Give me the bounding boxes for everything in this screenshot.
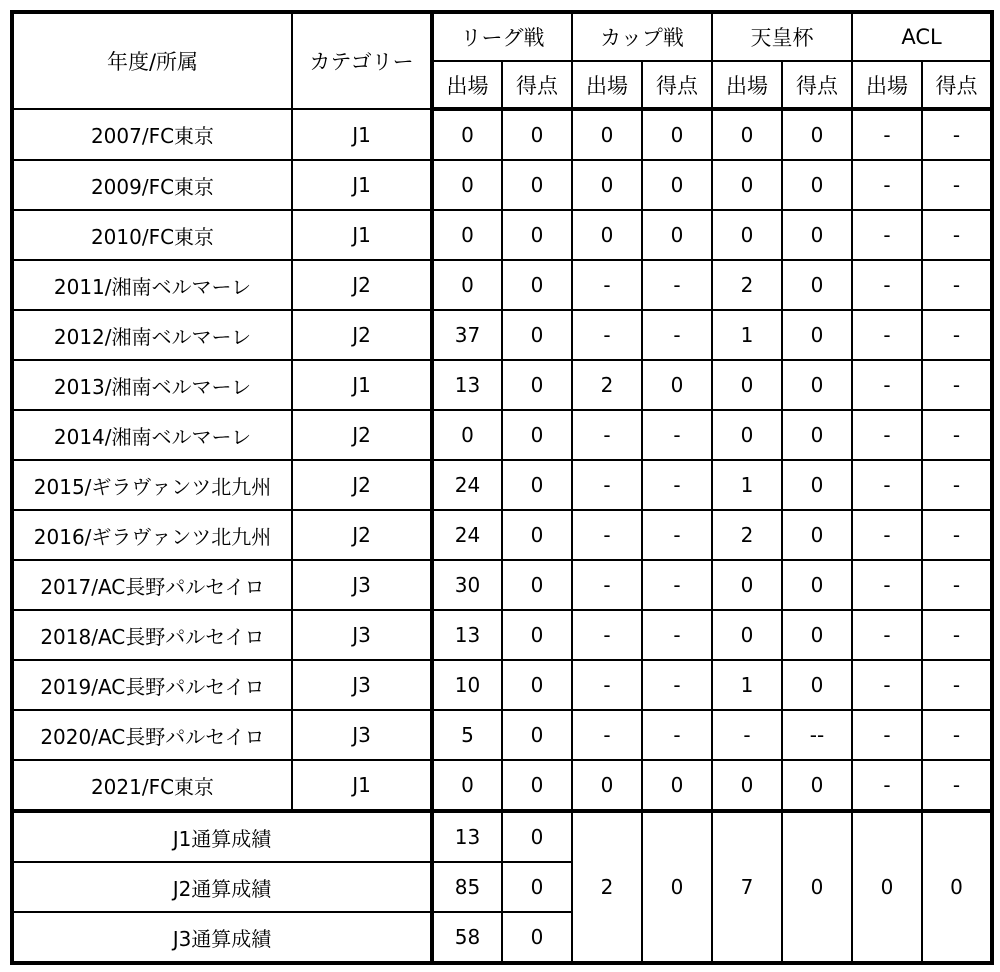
stat-cell: - bbox=[922, 560, 992, 610]
stat-cell: - bbox=[572, 660, 642, 710]
stat-cell: 24 bbox=[432, 510, 502, 560]
category-cell: J3 bbox=[292, 560, 432, 610]
stat-cell: - bbox=[852, 510, 922, 560]
stat-cell: 0 bbox=[502, 610, 572, 660]
stat-cell: - bbox=[922, 460, 992, 510]
stat-cell: - bbox=[922, 510, 992, 560]
category-cell: J2 bbox=[292, 460, 432, 510]
category-cell: J2 bbox=[292, 510, 432, 560]
stat-cell: 0 bbox=[782, 210, 852, 260]
stat-cell: 30 bbox=[432, 560, 502, 610]
stat-cell: - bbox=[922, 160, 992, 210]
stat-cell: 13 bbox=[432, 360, 502, 410]
stat-cell: - bbox=[642, 710, 712, 760]
stat-cell: - bbox=[642, 460, 712, 510]
stat-cell: 0 bbox=[712, 610, 782, 660]
stat-cell: - bbox=[572, 460, 642, 510]
table-row bbox=[12, 660, 992, 710]
stat-cell: 0 bbox=[712, 360, 782, 410]
year-club-cell: 2014/湘南ベルマーレ bbox=[12, 410, 292, 460]
stat-cell: 0 bbox=[502, 160, 572, 210]
stat-cell: 0 bbox=[572, 160, 642, 210]
category-cell: J3 bbox=[292, 710, 432, 760]
stat-cell: - bbox=[572, 510, 642, 560]
stat-cell: 37 bbox=[432, 310, 502, 360]
stat-cell: 0 bbox=[782, 410, 852, 460]
stat-cell: 0 bbox=[712, 160, 782, 210]
stat-cell: - bbox=[922, 710, 992, 760]
stat-cell: 0 bbox=[782, 760, 852, 811]
year-club-cell: 2015/ギラヴァンツ北九州 bbox=[12, 460, 292, 510]
summary-league-appearances-cell: 85 bbox=[432, 862, 502, 912]
table-row bbox=[12, 410, 992, 460]
stat-cell: 0 bbox=[782, 510, 852, 560]
cup-group-header: カップ戦 bbox=[572, 12, 712, 61]
table-row bbox=[12, 260, 992, 310]
category-cell: J1 bbox=[292, 210, 432, 260]
table-row bbox=[12, 560, 992, 610]
stat-cell: - bbox=[572, 560, 642, 610]
category-cell: J3 bbox=[292, 610, 432, 660]
emperors-cup-appearances-header: 出場 bbox=[712, 61, 782, 109]
stat-cell: 0 bbox=[432, 760, 502, 811]
table-row bbox=[12, 310, 992, 360]
year-club-cell: 2012/湘南ベルマーレ bbox=[12, 310, 292, 360]
stat-cell: - bbox=[852, 260, 922, 310]
stat-cell: 0 bbox=[502, 109, 572, 160]
cup-appearances-header: 出場 bbox=[572, 61, 642, 109]
league-appearances-header: 出場 bbox=[432, 61, 502, 109]
stat-cell: 0 bbox=[782, 560, 852, 610]
stat-cell: 0 bbox=[642, 210, 712, 260]
stat-cell: 0 bbox=[502, 410, 572, 460]
stat-cell: - bbox=[852, 660, 922, 710]
year-club-cell: 2018/AC長野パルセイロ bbox=[12, 610, 292, 660]
stat-cell: - bbox=[572, 260, 642, 310]
stat-cell: 1 bbox=[712, 310, 782, 360]
stat-cell: - bbox=[852, 760, 922, 811]
summary-merged-total-cell: 0 bbox=[852, 811, 922, 963]
stat-cell: 0 bbox=[712, 410, 782, 460]
league-goals-header: 得点 bbox=[502, 61, 572, 109]
year-club-cell: 2020/AC長野パルセイロ bbox=[12, 710, 292, 760]
category-cell: J2 bbox=[292, 410, 432, 460]
category-cell: J1 bbox=[292, 760, 432, 811]
summary-league-goals-cell: 0 bbox=[502, 811, 572, 862]
year-club-cell: 2021/FC東京 bbox=[12, 760, 292, 811]
year-club-cell: 2016/ギラヴァンツ北九州 bbox=[12, 510, 292, 560]
stat-cell: 0 bbox=[502, 260, 572, 310]
year-club-header: 年度/所属 bbox=[12, 12, 292, 109]
year-club-cell: 2019/AC長野パルセイロ bbox=[12, 660, 292, 710]
stat-cell: 0 bbox=[782, 610, 852, 660]
stat-cell: 0 bbox=[432, 210, 502, 260]
stat-cell: 0 bbox=[782, 360, 852, 410]
category-cell: J1 bbox=[292, 160, 432, 210]
career-stats-table bbox=[10, 10, 994, 965]
year-club-cell: 2009/FC東京 bbox=[12, 160, 292, 210]
summary-league-goals-cell: 0 bbox=[502, 912, 572, 963]
stat-cell: 1 bbox=[712, 460, 782, 510]
year-club-cell: 2017/AC長野パルセイロ bbox=[12, 560, 292, 610]
stat-cell: 0 bbox=[572, 109, 642, 160]
year-club-cell: 2007/FC東京 bbox=[12, 109, 292, 160]
summary-label-cell: J2通算成績 bbox=[12, 862, 432, 912]
emperors-cup-goals-header: 得点 bbox=[782, 61, 852, 109]
year-club-cell: 2013/湘南ベルマーレ bbox=[12, 360, 292, 410]
table-row bbox=[12, 109, 992, 160]
stat-cell: - bbox=[642, 410, 712, 460]
emperors-cup-group-header: 天皇杯 bbox=[712, 12, 852, 61]
stat-cell: - bbox=[922, 310, 992, 360]
stat-cell: - bbox=[572, 310, 642, 360]
stat-cell: 0 bbox=[432, 109, 502, 160]
stat-cell: 0 bbox=[502, 310, 572, 360]
summary-league-appearances-cell: 13 bbox=[432, 811, 502, 862]
stat-cell: 0 bbox=[642, 109, 712, 160]
summary-league-goals-cell: 0 bbox=[502, 862, 572, 912]
stat-cell: - bbox=[852, 410, 922, 460]
stat-cell: - bbox=[922, 660, 992, 710]
stat-cell: - bbox=[572, 710, 642, 760]
stat-cell: 0 bbox=[782, 460, 852, 510]
stat-cell: 0 bbox=[432, 260, 502, 310]
stat-cell: 0 bbox=[712, 210, 782, 260]
category-cell: J3 bbox=[292, 660, 432, 710]
stat-cell: - bbox=[852, 160, 922, 210]
table-row bbox=[12, 360, 992, 410]
stat-cell: 2 bbox=[572, 360, 642, 410]
stat-cell: 0 bbox=[782, 160, 852, 210]
category-cell: J2 bbox=[292, 310, 432, 360]
table-row bbox=[12, 760, 992, 811]
stat-cell: - bbox=[642, 560, 712, 610]
stat-cell: - bbox=[852, 560, 922, 610]
summary-row bbox=[12, 811, 992, 862]
stat-cell: 10 bbox=[432, 660, 502, 710]
stat-cell: 0 bbox=[502, 460, 572, 510]
stat-cell: 0 bbox=[502, 510, 572, 560]
stat-cell: 0 bbox=[782, 109, 852, 160]
table-header bbox=[12, 12, 992, 109]
table-row bbox=[12, 460, 992, 510]
table-row bbox=[12, 160, 992, 210]
stat-cell: 0 bbox=[642, 160, 712, 210]
stat-cell: - bbox=[642, 660, 712, 710]
stat-cell: 0 bbox=[782, 260, 852, 310]
stat-cell: - bbox=[922, 260, 992, 310]
stat-cell: - bbox=[922, 410, 992, 460]
category-header: カテゴリー bbox=[292, 12, 432, 109]
summary-label-cell: J3通算成績 bbox=[12, 912, 432, 963]
stat-cell: 0 bbox=[782, 310, 852, 360]
category-cell: J2 bbox=[292, 260, 432, 310]
stat-cell: 0 bbox=[502, 560, 572, 610]
stat-cell: - bbox=[852, 610, 922, 660]
stat-cell: 5 bbox=[432, 710, 502, 760]
stat-cell: 2 bbox=[712, 260, 782, 310]
acl-group-header: ACL bbox=[852, 12, 992, 61]
stat-cell: 2 bbox=[712, 510, 782, 560]
stat-cell: -- bbox=[782, 710, 852, 760]
stat-cell: - bbox=[922, 210, 992, 260]
category-cell: J1 bbox=[292, 109, 432, 160]
stat-cell: 1 bbox=[712, 660, 782, 710]
summary-label-cell: J1通算成績 bbox=[12, 811, 432, 862]
category-cell: J1 bbox=[292, 360, 432, 410]
stat-cell: 0 bbox=[432, 410, 502, 460]
stat-cell: 0 bbox=[782, 660, 852, 710]
stat-cell: 0 bbox=[572, 210, 642, 260]
stat-cell: 13 bbox=[432, 610, 502, 660]
stat-cell: 0 bbox=[432, 160, 502, 210]
stat-cell: 0 bbox=[642, 360, 712, 410]
stat-cell: - bbox=[852, 109, 922, 160]
stat-cell: - bbox=[922, 760, 992, 811]
stat-cell: - bbox=[922, 360, 992, 410]
summary-merged-total-cell: 2 bbox=[572, 811, 642, 963]
stat-cell: - bbox=[572, 410, 642, 460]
stat-cell: - bbox=[852, 460, 922, 510]
year-club-cell: 2010/FC東京 bbox=[12, 210, 292, 260]
stat-cell: 0 bbox=[502, 660, 572, 710]
table-row bbox=[12, 710, 992, 760]
acl-appearances-header: 出場 bbox=[852, 61, 922, 109]
cup-goals-header: 得点 bbox=[642, 61, 712, 109]
stat-cell: 0 bbox=[712, 560, 782, 610]
table-row bbox=[12, 510, 992, 560]
stat-cell: 0 bbox=[502, 710, 572, 760]
summary-merged-total-cell: 0 bbox=[922, 811, 992, 963]
stat-cell: 0 bbox=[712, 109, 782, 160]
stat-cell: - bbox=[572, 610, 642, 660]
summary-merged-total-cell: 0 bbox=[782, 811, 852, 963]
stat-cell: - bbox=[852, 710, 922, 760]
stat-cell: - bbox=[642, 310, 712, 360]
stat-cell: - bbox=[852, 210, 922, 260]
stat-cell: - bbox=[922, 109, 992, 160]
stat-cell: 0 bbox=[502, 210, 572, 260]
summary-merged-total-cell: 0 bbox=[642, 811, 712, 963]
table-row bbox=[12, 210, 992, 260]
stat-cell: 0 bbox=[712, 760, 782, 811]
acl-goals-header: 得点 bbox=[922, 61, 992, 109]
stat-cell: - bbox=[642, 510, 712, 560]
stat-cell: 24 bbox=[432, 460, 502, 510]
league-group-header: リーグ戦 bbox=[432, 12, 572, 61]
stat-cell: - bbox=[852, 310, 922, 360]
stat-cell: - bbox=[712, 710, 782, 760]
stat-cell: - bbox=[642, 260, 712, 310]
table-body bbox=[12, 109, 992, 963]
table-row bbox=[12, 610, 992, 660]
stat-cell: - bbox=[642, 610, 712, 660]
stat-cell: 0 bbox=[502, 760, 572, 811]
header-group-row bbox=[12, 12, 992, 61]
year-club-cell: 2011/湘南ベルマーレ bbox=[12, 260, 292, 310]
summary-merged-total-cell: 7 bbox=[712, 811, 782, 963]
summary-league-appearances-cell: 58 bbox=[432, 912, 502, 963]
stat-cell: 0 bbox=[572, 760, 642, 811]
stat-cell: - bbox=[852, 360, 922, 410]
stat-cell: 0 bbox=[642, 760, 712, 811]
stat-cell: 0 bbox=[502, 360, 572, 410]
stat-cell: - bbox=[922, 610, 992, 660]
